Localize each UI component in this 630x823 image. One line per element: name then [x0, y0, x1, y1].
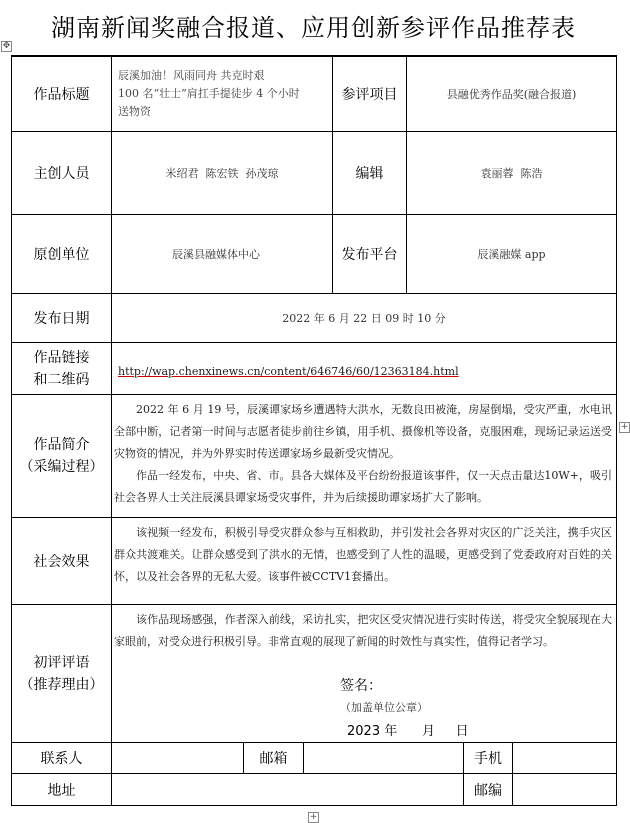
publish-platform-value[interactable]: 辰溪融媒 app	[477, 248, 546, 261]
original-unit-value[interactable]: 辰溪县融媒体中心	[172, 248, 260, 261]
intro-paragraph-2: 作品一经发布，中央、省、市。县各大媒体及平台纷纷报道该事件，仅一天点击量达10W+，吸引社会各界人士关注辰溪县谭家场受灾事件，并为后续援助谭家场扩大了影响。	[114, 469, 612, 504]
label-entry-category: 参评项目	[341, 87, 398, 103]
entry-category-value[interactable]: 县融优秀作品奖(融合报道)	[446, 88, 577, 101]
label-phone: 手机	[474, 751, 502, 767]
contact-field[interactable]	[112, 743, 243, 773]
label-intro	[12, 395, 111, 517]
seal-note: （加盖单位公章）	[340, 701, 428, 714]
label-link-qr-line-2: 和二维码	[33, 371, 90, 388]
label-postcode: 邮编	[474, 782, 502, 799]
address-field[interactable]	[112, 774, 463, 805]
review-text[interactable]: 该作品现场感强，作者深入前线，采访扎实，把灾区受灾情况进行实时传送，将受灾全貌展现在大家眼前，对受众进行积极引导。非常直观的展现了新闻的时效性与真实性，值得记者学习。	[114, 613, 612, 648]
work-title-line-2: 100 名“壮士”肩扛手提徒步 4 个小时	[118, 87, 300, 100]
table-add-row-icon[interactable]: +	[309, 812, 318, 822]
label-social-effect: 社会效果	[33, 554, 90, 570]
label-review	[12, 605, 111, 742]
label-contact: 联系人	[40, 751, 83, 767]
main-creators-value[interactable]: 米绍君 陈宏铁 孙茂琼	[165, 167, 279, 180]
editors-value[interactable]: 袁丽蓉 陈浩	[480, 167, 543, 180]
signature-label: 签名：	[340, 678, 382, 694]
label-address: 地址	[47, 782, 76, 799]
label-publish-platform: 发布平台	[341, 247, 398, 263]
intro-paragraph-1: 2022 年 6 月 19 号，辰溪谭家场乡遭遇特大洪水，无数良田被淹，房屋倒塌，受灾严重，水电讯全部中断，记者第一时间与志愿者徒步前往乡镇，用手机、摄像机等设备，克服困难，现场记录运送受灾物资的情况，并为外界实时传送谭家场乡最新受灾情况。	[114, 403, 612, 460]
label-original-unit: 原创单位	[33, 247, 90, 263]
label-intro-line-2: （采编过程）	[19, 459, 104, 475]
publish-date-value[interactable]: 2022 年 6 月 22 日 09 时 10 分	[282, 312, 446, 325]
social-effect-text[interactable]: 该视频一经发布，积极引导受灾群众参与互相救助，并引发社会各界对灾区的广泛关注，携手灾区群众共渡难关。让群众感受到了洪水的无情，也感受到了人性的温暖，更感受到了党委政府对百姓的关怀，以及社会各界的无私大爱。该事件被CCTV1套播出。	[114, 526, 612, 583]
postcode-field[interactable]	[513, 774, 616, 805]
table-border	[11, 805, 617, 806]
label-link-qr-line-1: 作品链接	[33, 349, 90, 366]
label-publish-date: 发布日期	[33, 311, 90, 327]
page-title: 湖南新闻奖融合报道、应用创新参评作品推荐表	[51, 14, 576, 42]
intro-text[interactable]	[114, 399, 612, 509]
work-link-cell	[112, 343, 616, 394]
label-intro-line-1: 作品简介	[33, 437, 90, 453]
label-review-line-1: 初评评语	[33, 654, 90, 671]
table-border	[616, 55, 617, 806]
phone-field[interactable]	[513, 743, 616, 773]
work-title-line-1: 辰溪加油！风雨同舟 共克时艰	[118, 69, 265, 82]
work-title-value[interactable]	[112, 57, 332, 131]
table-add-column-icon[interactable]: +	[620, 422, 629, 432]
label-editors: 编辑	[355, 166, 384, 182]
label-link-qr	[12, 343, 111, 394]
work-link[interactable]: http://wap.chenxinews.cn/content/646746/60/12363184.html	[118, 365, 459, 378]
table-move-handle-icon[interactable]: ✥	[2, 41, 11, 51]
label-work-title: 作品标题	[33, 87, 90, 103]
email-field[interactable]	[304, 743, 463, 773]
label-main-creators: 主创人员	[33, 166, 90, 182]
label-review-line-2: （推荐理由）	[19, 676, 104, 693]
work-title-line-3: 送物资	[118, 105, 151, 118]
date-line: 2023 年 月 日	[347, 723, 469, 739]
label-email: 邮箱	[259, 751, 288, 767]
